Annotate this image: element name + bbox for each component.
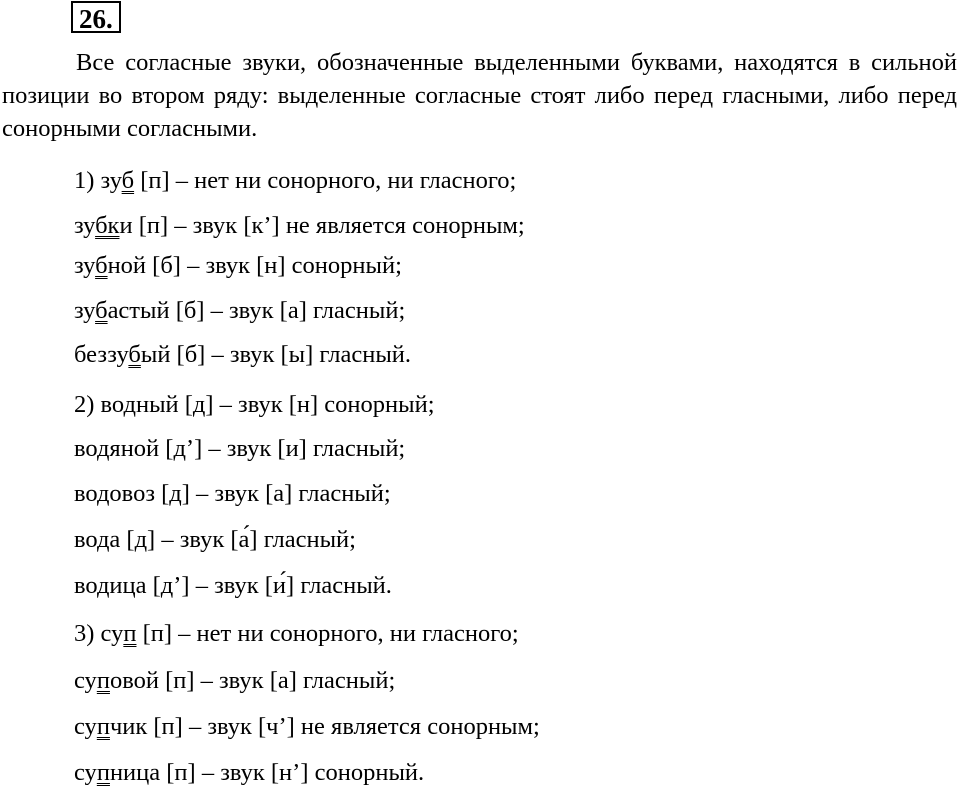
line-rest: ица [д’] – звук [и́] гласный. <box>109 572 392 599</box>
word-start: 2) во <box>74 391 124 418</box>
highlighted-letter: д <box>96 526 110 553</box>
word-start: зу <box>74 297 96 324</box>
highlighted-letter: бк <box>95 212 120 239</box>
highlighted-letter: д <box>96 435 110 462</box>
highlighted-letter: б <box>95 252 108 279</box>
example-line <box>74 525 356 555</box>
example-line <box>74 666 395 696</box>
line-rest: ный [д] – звук [н] сонорный; <box>135 391 435 418</box>
example-line <box>74 211 525 241</box>
highlighted-letter: б <box>95 297 108 324</box>
line-rest: овоз [д] – звук [а] гласный; <box>109 480 391 507</box>
highlighted-letter: д <box>96 480 110 507</box>
word-start: во <box>74 480 97 507</box>
word-start: су <box>74 713 97 740</box>
word-start: зу <box>74 212 96 239</box>
example-line <box>74 166 516 196</box>
example-line <box>74 571 392 601</box>
line-rest: ной [б] – звук [н] сонорный; <box>107 252 402 279</box>
word-start: зу <box>74 252 96 279</box>
highlighted-letter: б <box>121 167 135 194</box>
highlighted-letter: п <box>123 620 137 647</box>
example-line <box>74 479 391 509</box>
intro-paragraph: Все согласные звуки, обозначенные выделенными буквами, находятся в сильной позиции во втором ряду: выделенные согласные стоят либо перед гласными, либо перед сонорными согласными. <box>2 49 957 142</box>
line-rest: яной [д’] – звук [и] гласный; <box>109 435 406 462</box>
example-line <box>74 758 424 788</box>
example-line <box>74 296 405 326</box>
highlighted-letter: д <box>96 572 110 599</box>
highlighted-letter: п <box>96 667 110 694</box>
highlighted-letter: б <box>128 341 141 368</box>
line-rest: [п] – нет ни сонорного, ни гласного; <box>134 167 517 194</box>
word-start: во <box>74 435 97 462</box>
example-line <box>74 434 405 464</box>
word-start: во <box>74 526 97 553</box>
word-start: су <box>74 667 97 694</box>
line-rest: а [д] – звук [а́] гласный; <box>109 526 356 553</box>
line-rest: астый [б] – звук [а] гласный; <box>107 297 406 324</box>
line-rest: чик [п] – звук [ч’] не является сонорным; <box>109 713 540 740</box>
word-start: 1) зу <box>74 167 122 194</box>
example-line <box>74 712 540 742</box>
example-line <box>74 251 402 281</box>
word-start: во <box>74 572 97 599</box>
word-start: 3) су <box>74 620 124 647</box>
highlighted-letter: п <box>96 713 110 740</box>
line-rest: [п] – нет ни сонорного, ни гласного; <box>136 620 519 647</box>
line-rest: и [п] – звук [к’] не является сонорным; <box>119 212 525 239</box>
example-line <box>74 340 411 370</box>
highlighted-letter: п <box>96 759 110 786</box>
exercise-number: 26. <box>71 1 121 33</box>
example-line <box>74 390 435 420</box>
word-start: беззу <box>74 341 129 368</box>
example-line <box>74 619 519 649</box>
line-rest: ница [п] – звук [н’] сонорный. <box>109 759 425 786</box>
line-rest: овой [п] – звук [а] гласный; <box>109 667 396 694</box>
highlighted-letter: д <box>123 391 136 418</box>
word-start: су <box>74 759 97 786</box>
line-rest: ый [б] – звук [ы] гласный. <box>140 341 412 368</box>
